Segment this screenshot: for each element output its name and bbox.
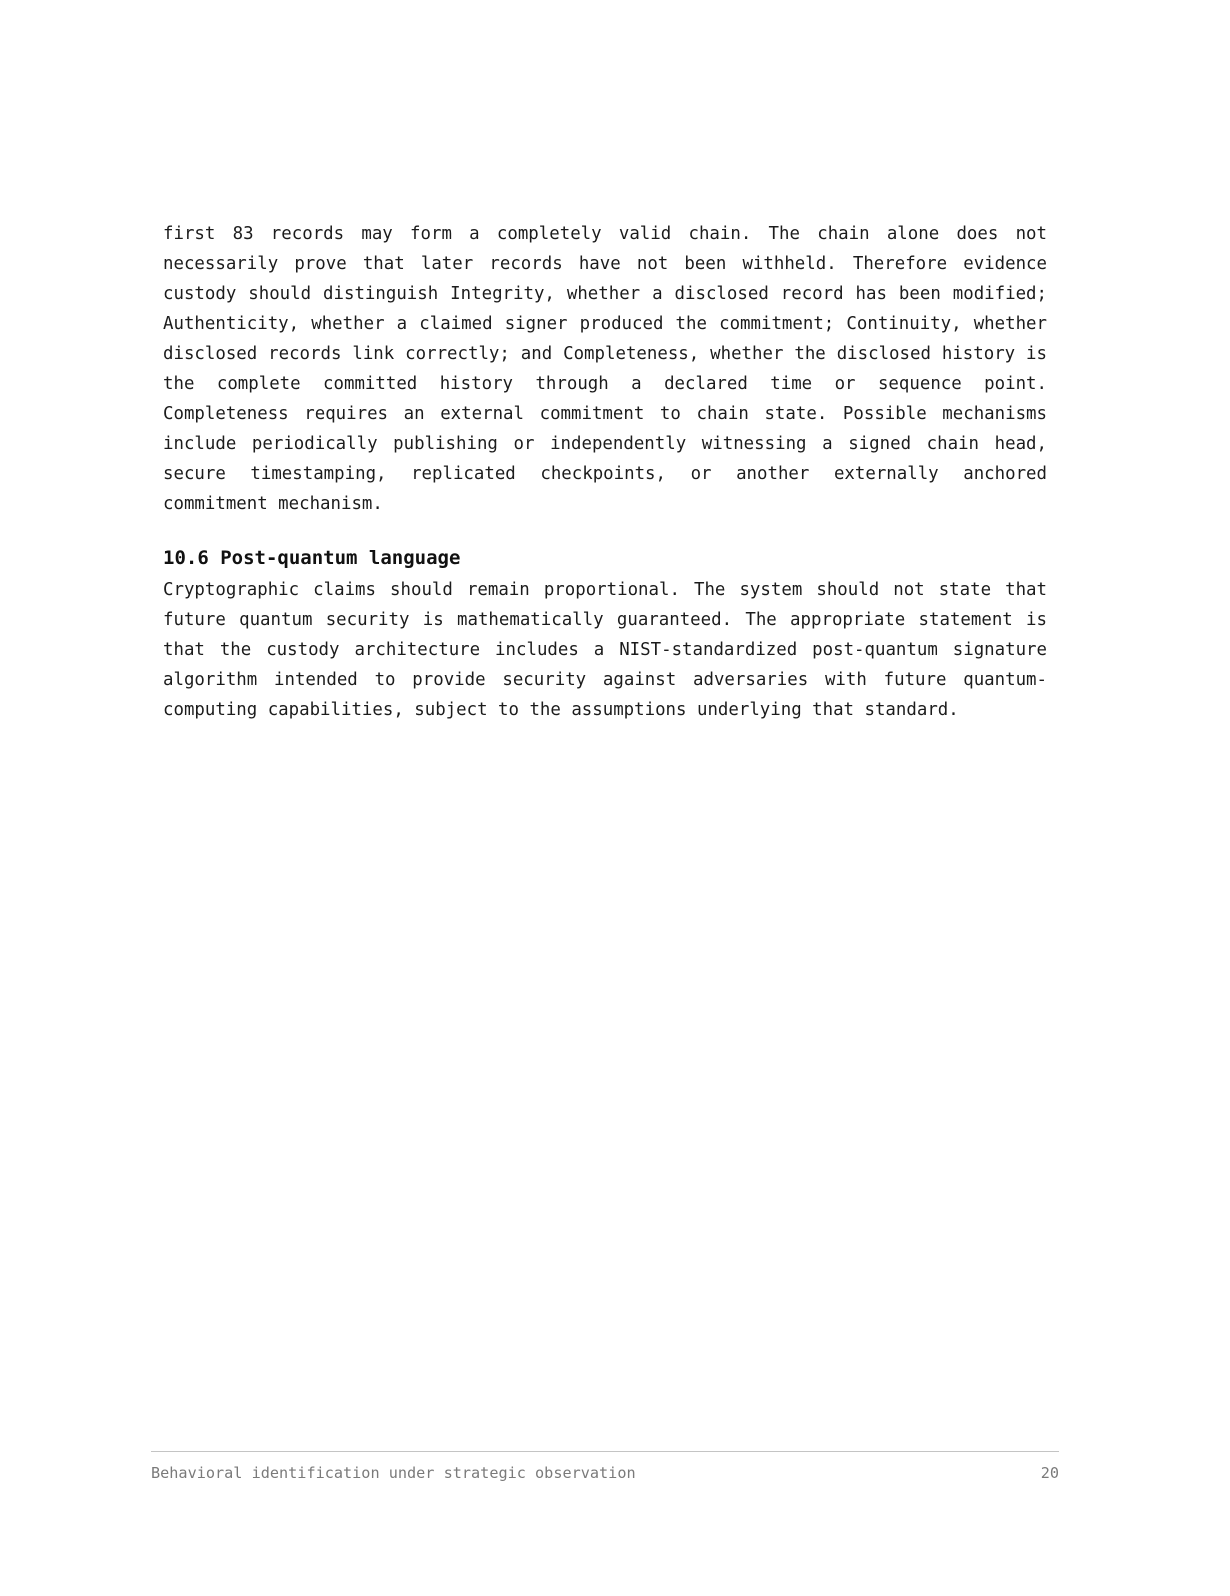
footer-running-title: Behavioral identification under strategic observation: [151, 1464, 636, 1482]
section-heading: 10.6 Post-quantum language: [163, 547, 461, 569]
body-paragraph: first 83 records may form a completely valid chain. The chain alone does not necessarily prove that later records have not been withheld. Therefore evidence custody should distinguish Integrity, whether a disclosed record has been modified; Authenticity, whether a claimed signer produced the commitment; Continuity, whether disclosed records link correctly; and Completeness, whether the disclosed history is the complete committed history through a declared time or sequence point. Completeness requires an external commitment to chain state. Possible mechanisms include periodically publishing or independently witnessing a signed chain head, secure timestamping, replicated checkpoints, or another externally anchored commitment mechanism.: [163, 224, 1047, 514]
page-footer: [151, 1462, 1059, 1484]
footer-divider: [151, 1451, 1059, 1452]
page-content: [163, 219, 1047, 725]
body-paragraph: Cryptographic claims should remain proportional. The system should not state that future quantum security is mathematically guaranteed. The appropriate statement is that the custody architecture includes a NIST-standardized post-quantum signature algorithm intended to provide security against adversaries with future quantum-computing capabilities, subject to the assumptions underlying that standard.: [163, 580, 1047, 720]
page-number: 20: [1040, 1464, 1059, 1482]
